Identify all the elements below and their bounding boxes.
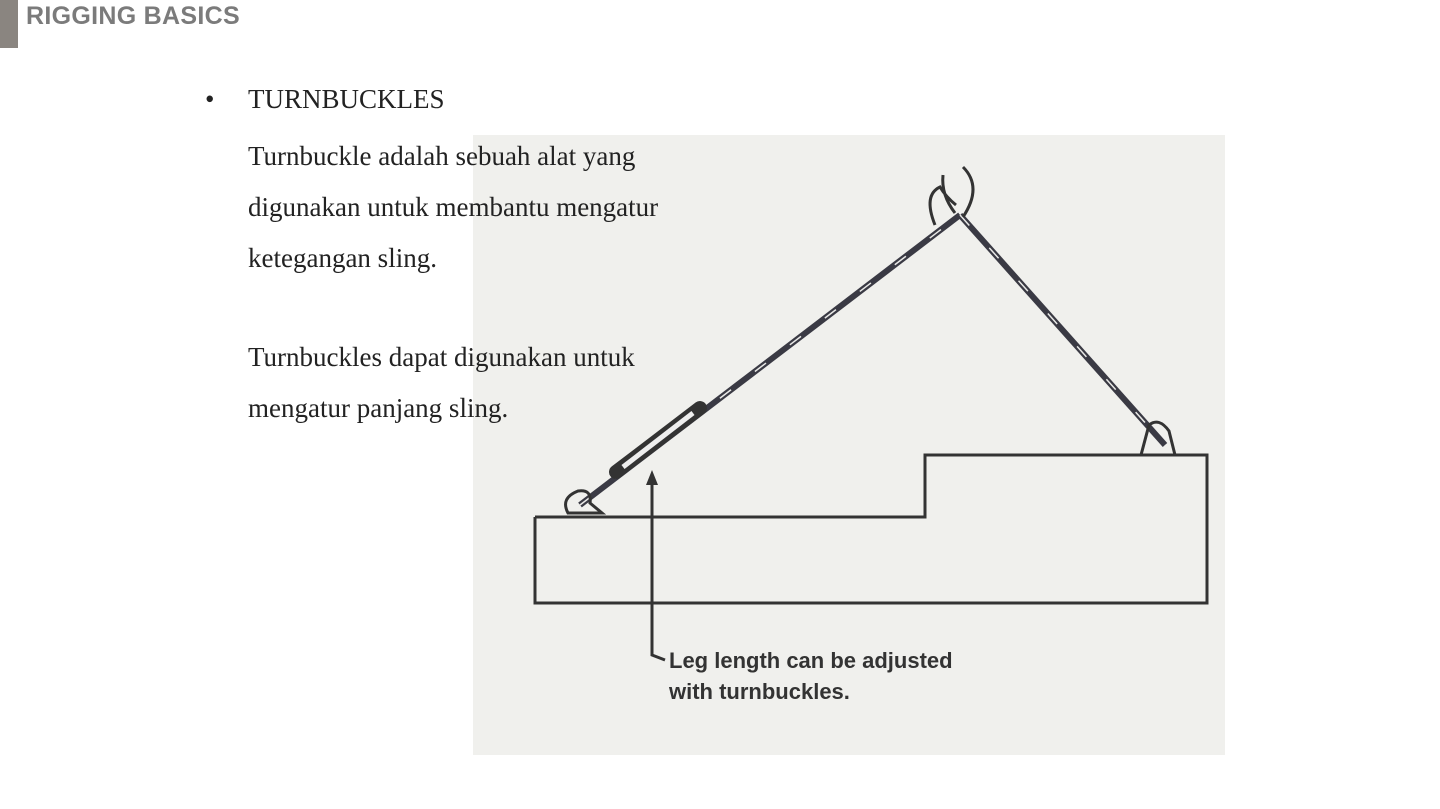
paragraph-1 (248, 131, 658, 284)
text-line: ketegangan sling. (248, 243, 437, 273)
text-line: digunakan untuk membantu mengatur (248, 192, 659, 222)
bullet-icon: • (205, 84, 215, 114)
paragraph-2 (248, 332, 635, 434)
text-line: Turnbuckle adalah sebuah alat yang (248, 141, 636, 171)
text-line: Turnbuckles dapat digunakan untuk (248, 342, 635, 372)
title-accent-bar (0, 0, 18, 48)
bullet-heading: TURNBUCKLES (248, 84, 445, 114)
load-block (535, 455, 1207, 603)
caption-line-2: with turnbuckles. (669, 679, 850, 704)
hook (930, 167, 973, 225)
caption-line-1: Leg length can be adjusted (669, 648, 953, 673)
slide-title: RIGGING BASICS (26, 2, 240, 30)
text-line: mengatur panjang sling. (248, 393, 509, 423)
caption-arrow (652, 480, 665, 660)
